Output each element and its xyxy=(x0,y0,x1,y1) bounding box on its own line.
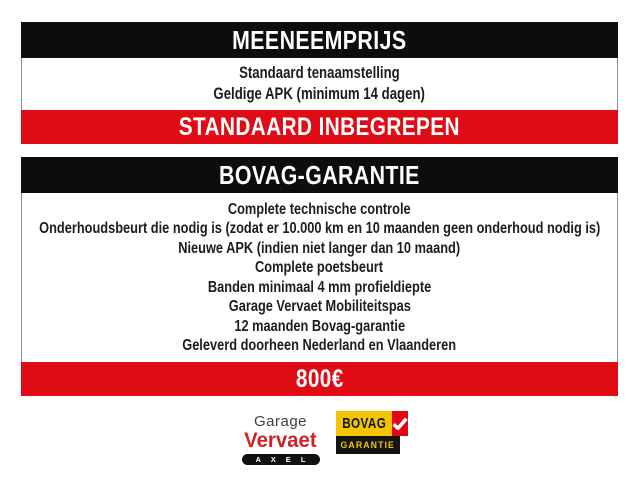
vervaet-logo-axel-badge: A X E L xyxy=(242,454,320,465)
info-line: Nieuwe APK (indien niet langer dan 10 maand) xyxy=(178,239,461,257)
bovag-garantie-logo xyxy=(336,411,400,454)
section-body xyxy=(21,193,618,362)
info-line: Onderhoudsbeurt die nodig is (zodat er 10.000 km en 10 maanden geen onderhoud nodig is) xyxy=(38,220,601,237)
section-meeneemprijs xyxy=(21,22,618,144)
section-banner-label: STANDAARD INBEGREPEN xyxy=(178,112,461,141)
bovag-logo-brand-text: BOVAG xyxy=(341,415,386,432)
section-bovag-garantie xyxy=(21,157,618,396)
price-label: 800€ xyxy=(295,364,344,393)
info-line: Standaard tenaamstelling xyxy=(239,64,400,82)
info-line: Banden minimaal 4 mm profieldiepte xyxy=(207,278,432,296)
info-line: Complete poetsbeurt xyxy=(255,259,384,276)
section-title: MEENEEMPRIJS xyxy=(232,24,407,55)
logo-row xyxy=(0,411,640,465)
info-line: Geleverd doorheen Nederland en Vlaanderen xyxy=(182,337,457,354)
info-line: Geldige APK (minimum 14 dagen) xyxy=(213,85,426,103)
bovag-logo-bottom xyxy=(336,436,400,454)
checkmark-icon xyxy=(392,417,408,430)
section-title: BOVAG-GARANTIE xyxy=(219,159,420,190)
section-header-bar xyxy=(21,157,618,193)
section-header-bar xyxy=(21,22,618,58)
info-line: Complete technische controle xyxy=(228,200,411,218)
section-banner-bar xyxy=(21,110,618,144)
bovag-logo-top xyxy=(336,411,400,436)
bovag-logo-garantie-text: GARANTIE xyxy=(340,439,396,451)
price-banner-bar xyxy=(21,362,618,396)
section-body xyxy=(21,58,618,110)
vervaet-logo-name-text: Vervaet xyxy=(244,429,317,452)
garage-vervaet-logo xyxy=(241,411,321,465)
vervaet-logo-garage-text: Garage xyxy=(253,413,308,430)
info-line: Garage Vervaet Mobiliteitspas xyxy=(228,298,411,315)
bovag-logo-yellow-box xyxy=(336,411,392,436)
bovag-logo-red-box xyxy=(392,411,408,436)
info-line: 12 maanden Bovag-garantie xyxy=(234,317,405,335)
